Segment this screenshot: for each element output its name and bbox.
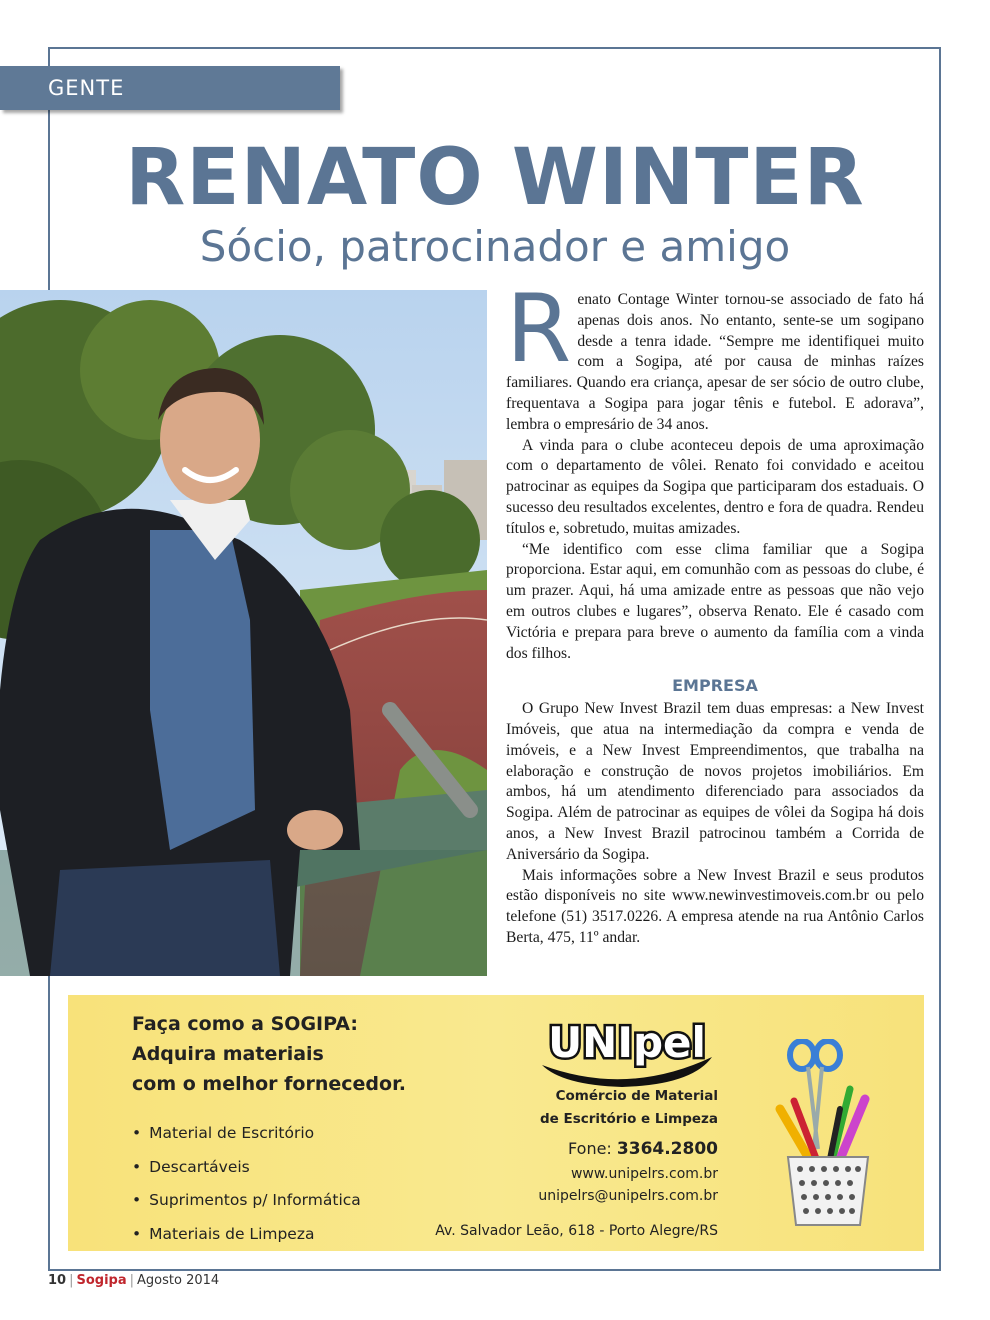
ad-phone: Fone: 3364.2800 xyxy=(568,1139,718,1159)
ad-product-list xyxy=(132,1117,361,1251)
pencil-cup-icon xyxy=(770,1039,890,1229)
ad-website[interactable]: www.unipelrs.com.br xyxy=(570,1166,718,1182)
list-item: • Materiais de Limpeza xyxy=(132,1218,361,1252)
logo-text: UNIpel xyxy=(548,1018,706,1067)
list-item: • Suprimentos p/ Informática xyxy=(132,1184,361,1218)
page-number: 10 xyxy=(48,1273,67,1288)
section-tag: GENTE xyxy=(0,66,340,110)
article-paragraph: Renato Contage Winter tornou-se associado de fato há apenas dois anos. No entanto, sente-se um sogipano desde a tenra idade. “Sempre me identifiquei muito com a Sogipa, até por causa de minhas raízes familiares. Quando era criança, apesar de ser sócio de outro clube, frequentava a Sogipa para jogar tênis e futebol. E adorava”, lembra o empresário de 34 anos. xyxy=(506,275,924,433)
list-item: • Descartáveis xyxy=(132,1151,361,1185)
list-item: • Material de Escritório xyxy=(132,1117,361,1151)
article-paragraph: A vinda para o clube aconteceu depois de uma aproximação com o departamento de vôlei. Renato foi convidado e aceitou patrocinar as equipes da Sogipa que participaram dos estaduais. O sucesso deu resultados excelentes, dentro e fora de quadra. Rendeu títulos e, sobretudo, muitas amizades. xyxy=(506,436,924,537)
unipel-logo xyxy=(532,1007,722,1087)
page-footer: 10 | Sogipa | Agosto 2014 xyxy=(48,1273,220,1288)
article-paragraph: Mais informações sobre a New Invest Brazil e seus produtos estão disponíveis no site www.newinvestimoveis.com.br ou pelo telefone (51) 3517.0226. A empresa atende na rua Antônio Carlos Berta, 475, 11º andar. xyxy=(506,866,924,946)
footer-issue: Agosto 2014 xyxy=(137,1273,220,1288)
ad-email[interactable]: unipelrs@unipelrs.com.br xyxy=(538,1188,718,1204)
article-title: RENATO WINTER xyxy=(125,133,865,223)
article-paragraph: “Me identifico com esse clima familiar que a Sogipa proporciona. Estar aqui, em comunhão com as pessoas do clube, é um prazer. Aqui, há uma amizade entre as pessoas que não vejo em outros clubes e lugares”, observa Renato. Ele é casado com Victória e prepara para breve o aumento da família com a vinda dos filhos. xyxy=(506,540,924,662)
advertisement-banner xyxy=(68,995,924,1251)
article-paragraph: O Grupo New Invest Brazil tem duas empresas: a New Invest Imóveis, que atua na intermediação da compra e venda de imóveis, e a New Invest Empreendimentos, que trabalha na elaboração e construção de novos projetos imobiliários. Em ambos, há um atendimento diferenciado para associados da Sogipa. Além de patrocinar as equipes de vôlei da Sogipa há dois anos, a New Invest Brazil patrocinou também a Corrida de Aniversário da Sogipa. xyxy=(506,700,924,863)
portrait-illustration xyxy=(0,290,487,976)
article-subtitle: Sócio, patrocinador e amigo xyxy=(199,222,791,271)
article-body xyxy=(506,275,924,949)
footer-brand: Sogipa xyxy=(76,1273,127,1288)
ad-contact: Comércio de Material de Escritório e Limpeza Fone: 3364.2800 www.unipelrs.com.br unipelrs@unipelrs.com.br xyxy=(538,1085,718,1207)
drop-cap: R xyxy=(506,275,572,384)
ad-address: Av. Salvador Leão, 618 - Porto Alegre/RS xyxy=(435,1223,718,1239)
portrait-photo xyxy=(0,290,487,976)
article-subhead: EMPRESA xyxy=(672,676,758,696)
ad-headline: Faça como a SOGIPA: Adquira materiais com o melhor fornecedor. xyxy=(132,1013,406,1095)
